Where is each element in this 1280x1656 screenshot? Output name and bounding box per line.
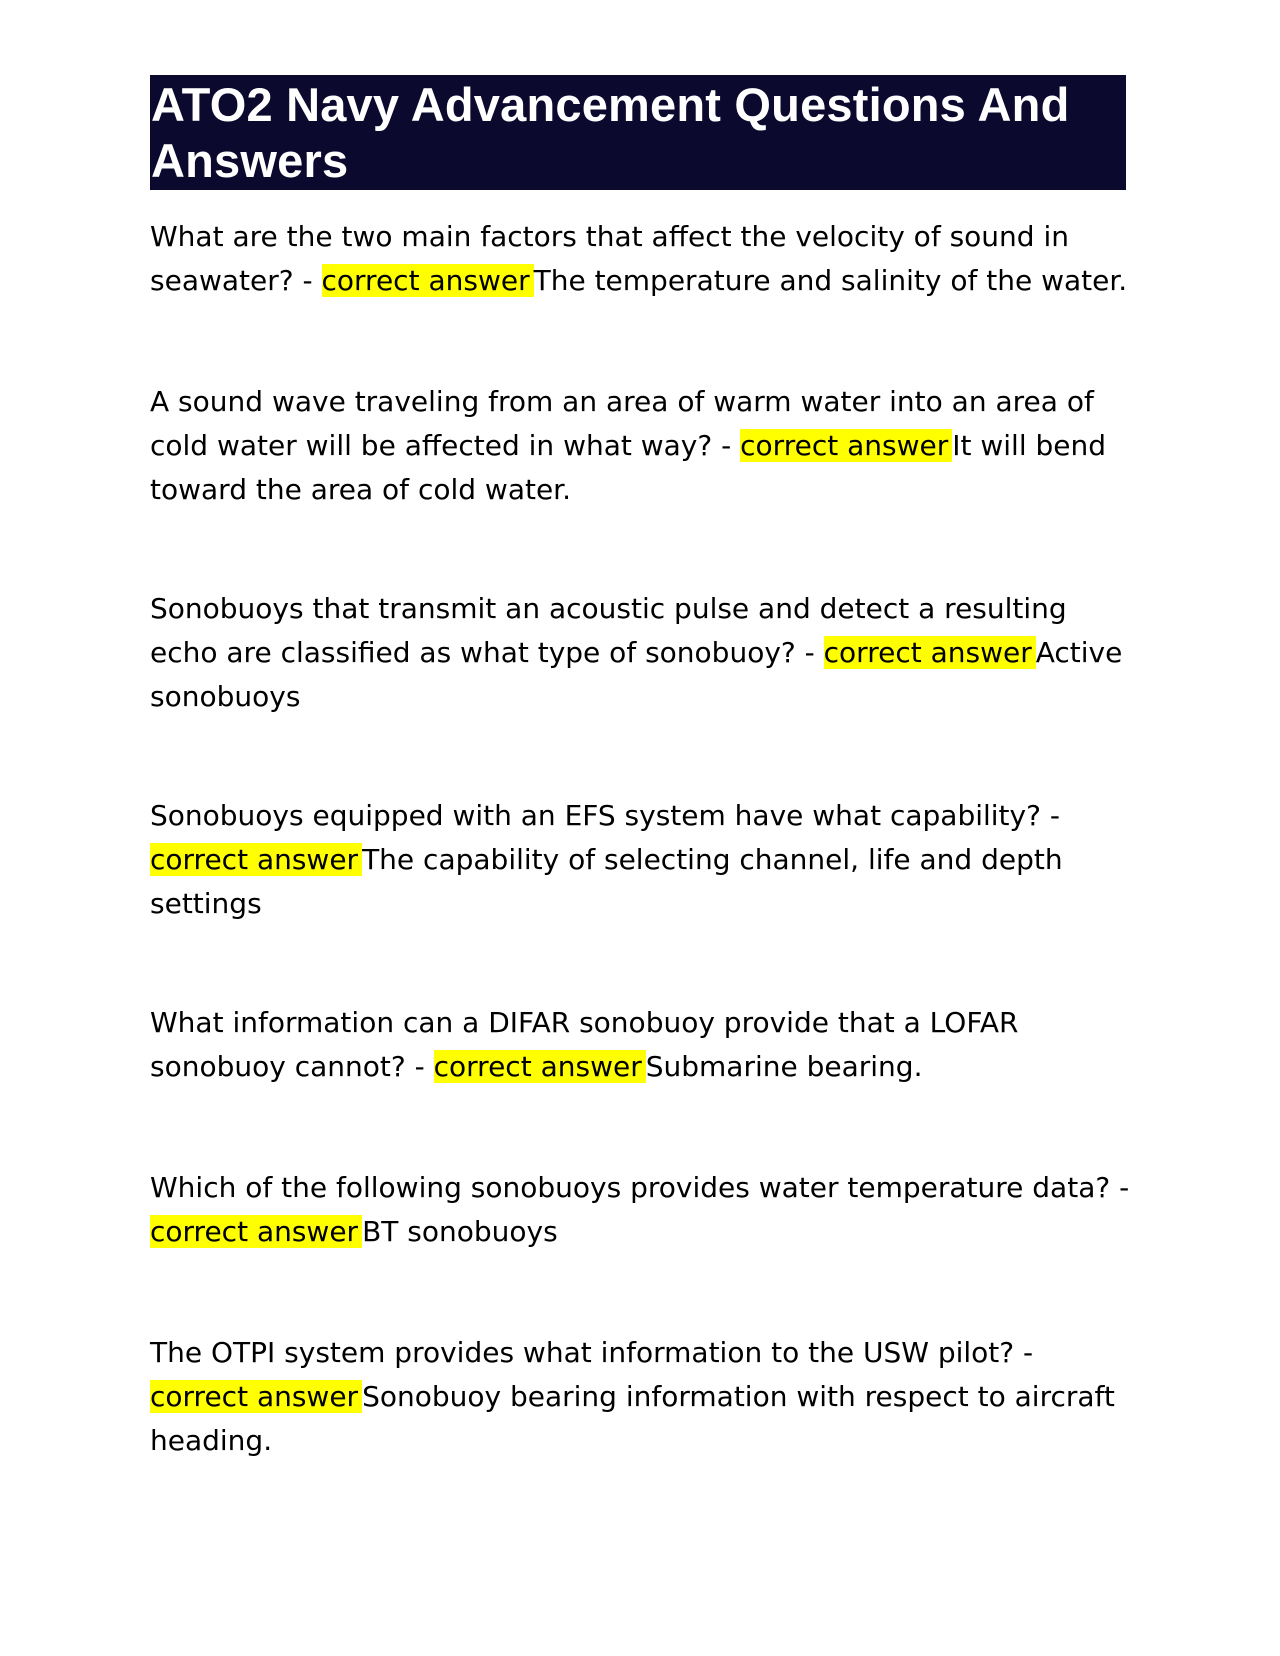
qa-item-3 [150,587,1140,719]
correct-answer-label: correct answer [150,843,362,876]
answer-text: Submarine bearing. [645,1050,923,1083]
qa-item-2 [150,380,1140,512]
answer-text: The temperature and salinity of the water. [533,264,1128,297]
question-text: The OTPI system provides what information to the USW pilot? - [150,1336,1034,1369]
answer-text: BT sonobuoys [362,1215,558,1248]
correct-answer-label: correct answer [824,636,1036,669]
question-text: What information can a DIFAR sonobuoy provide that a LOFAR sonobuoy cannot? - [150,1006,1019,1083]
correct-answer-label: correct answer [150,1215,362,1248]
correct-answer-label: correct answer [434,1050,646,1083]
answer-text: It will bend toward the area of cold water. [150,429,1107,506]
correct-answer-label: correct answer [150,1380,362,1413]
correct-answer-label: correct answer [322,264,534,297]
qa-item-5 [150,1001,1140,1089]
qa-item-4 [150,794,1140,926]
qa-item-7 [150,1331,1140,1463]
question-text: Which of the following sonobuoys provides water temperature data? - [150,1171,1130,1204]
question-text: Sonobuoys equipped with an EFS system have what capability? - [150,799,1060,832]
qa-item-6 [150,1166,1140,1254]
answer-text: The capability of selecting channel, life and depth settings [150,843,1063,920]
correct-answer-label: correct answer [740,429,952,462]
question-text: What are the two main factors that affect the velocity of sound in seawater? - [150,220,1069,297]
answer-text: Sonobuoy bearing information with respect to aircraft heading. [150,1380,1115,1457]
qa-item-1 [150,215,1140,303]
document-title: ATO2 Navy Advancement Questions And Answers [150,75,1126,190]
answer-text: Active sonobuoys [150,636,1123,713]
question-text: A sound wave traveling from an area of warm water into an area of cold water will be affected in what way? - [150,385,1094,462]
question-text: Sonobuoys that transmit an acoustic pulse and detect a resulting echo are classified as what type of sonobuoy? - [150,592,1067,669]
